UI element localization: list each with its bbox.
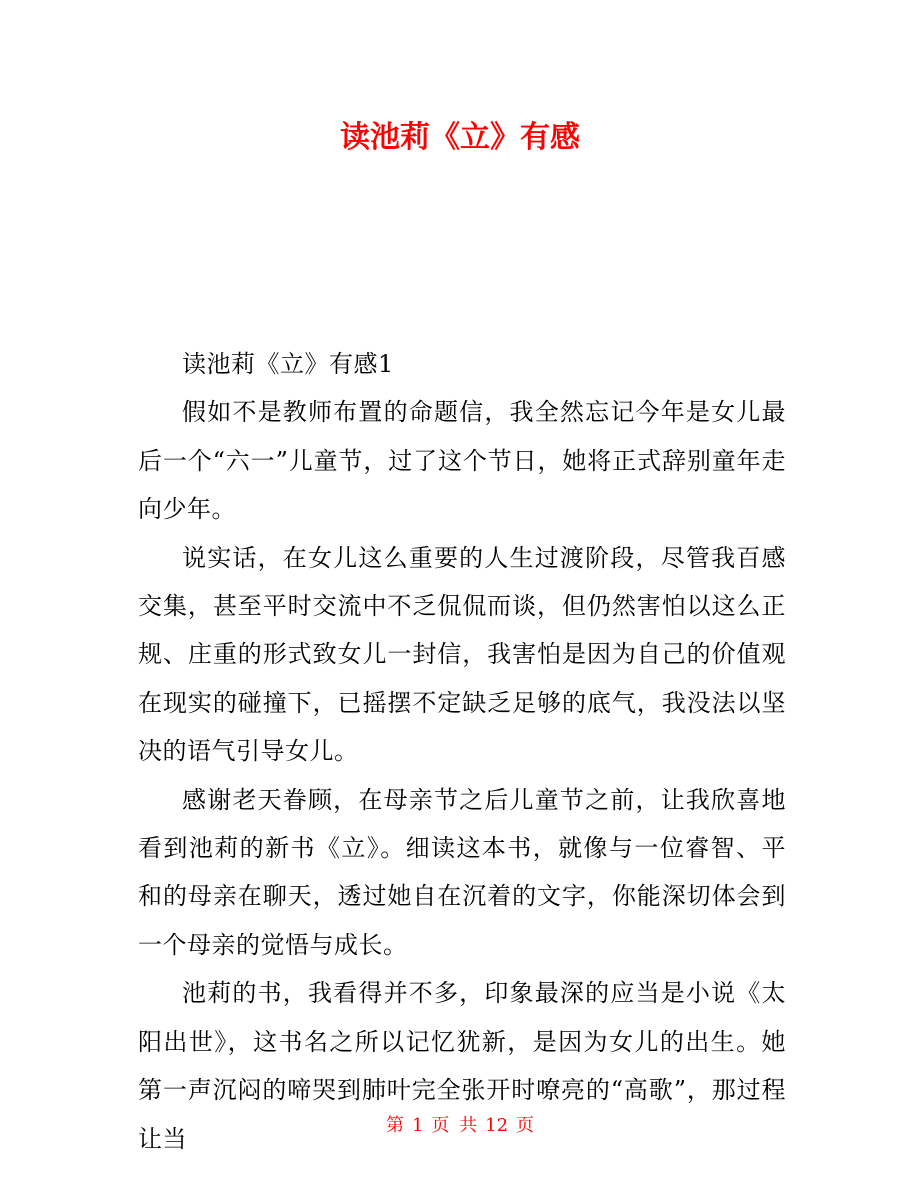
paragraph: 感谢老天眷顾，在母亲节之后儿童节之前，让我欣喜地看到池莉的新书《立》。细读这本书，就像与一位睿智、平和的母亲在聊天，透过她自在沉着的文字，你能深切体会到一个母亲的觉悟与成长。 [138, 785, 786, 959]
paragraph-heading: 读池莉《立》有感1 [182, 350, 394, 378]
page-footer [0, 1112, 920, 1140]
page-label-mid: 页 共 [431, 1115, 478, 1136]
page-number: 1 [411, 1115, 424, 1136]
page-label-prefix: 第 [385, 1115, 404, 1136]
page-label-suffix: 页 [516, 1115, 535, 1136]
paragraph: 假如不是教师布置的命题信，我全然忘记今年是女儿最后一个“六一”儿童节，过了这个节日，她将正式辞别童年走向少年。 [138, 398, 786, 524]
total-pages: 12 [485, 1115, 509, 1136]
paragraph: 说实话，在女儿这么重要的人生过渡阶段，尽管我百感交集，甚至平时交流中不乏侃侃而谈，但仍然害怕以这么正规、庄重的形式致女儿一封信，我害怕是因为自己的价值观在现实的碰撞下，已摇摆不定缺乏足够的底气，我没法以坚决的语气引导女儿。 [138, 543, 786, 766]
document-title: 读池莉《立》有感 [340, 120, 580, 155]
document-body [138, 340, 786, 1163]
paragraph: 池莉的书，我看得并不多，印象最深的应当是小说《太阳出世》，这书名之所以记忆犹新，是因为女儿的出生。她第一声沉闷的啼哭到肺叶完全张开时嘹亮的“高歌”，那过程让当 [138, 979, 786, 1153]
